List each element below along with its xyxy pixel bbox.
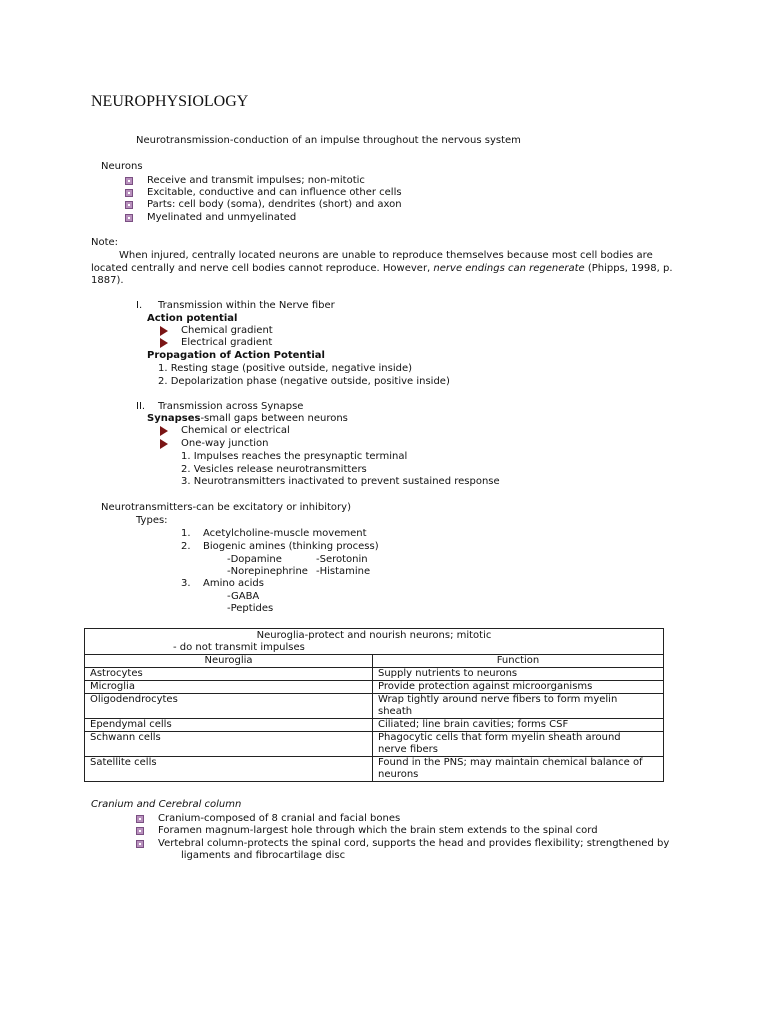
note-label: Note:: [91, 237, 119, 248]
cranium-bullet: Vertebral column-protects the spinal cord, supports the head and provides flexibility; strengthened by: [158, 838, 670, 849]
amino-item: -Peptides: [227, 603, 274, 614]
table-row: [85, 694, 664, 719]
list-item: Acetylcholine-muscle movement: [203, 528, 367, 539]
section-numeral: I.: [136, 300, 143, 311]
neurons-heading: Neurons: [101, 161, 143, 172]
list-number: 2.: [181, 541, 191, 552]
page-title: NEUROPHYSIOLOGY: [91, 93, 249, 110]
synapse-bullet: One-way junction: [181, 438, 269, 449]
cell-type: Microglia: [85, 681, 373, 694]
cranium-continuation: ligaments and fibrocartilage disc: [181, 850, 346, 861]
arrow-bullet-icon: [160, 439, 168, 449]
note-line: When injured, centrally located neurons are unable to reproduce themselves because most cell bodies are: [119, 250, 653, 261]
note-text: located centrally and nerve cell bodies cannot reproduce. However,: [91, 263, 434, 274]
square-bullet-icon: [125, 177, 133, 185]
cell-function: [373, 732, 664, 757]
cell-function: Ciliated; line brain cavities; forms CSF: [373, 719, 664, 732]
note-line: [91, 263, 673, 275]
amine-item: -Norepinephrine: [227, 566, 308, 577]
numbered-step: 1. Impulses reaches the presynaptic terminal: [181, 451, 408, 462]
list-number: 3.: [181, 578, 191, 589]
list-item: Biogenic amines (thinking process): [203, 541, 379, 552]
table-header-row: [85, 629, 664, 655]
neurotransmitters-heading: Neurotransmitters-can be excitatory or inhibitory): [101, 502, 351, 513]
table-caption-cell: [85, 629, 664, 655]
synapses-line: [147, 413, 348, 425]
cell-type: Ependymal cells: [85, 719, 373, 732]
function-line: neurons: [378, 769, 419, 780]
cell-function: [373, 694, 664, 719]
arrow-bullet-icon: [160, 426, 168, 436]
column-header: Function: [373, 655, 664, 668]
function-line: Found in the PNS; may maintain chemical balance of: [378, 757, 643, 768]
ap-bullet: Chemical gradient: [181, 325, 273, 336]
function-line: nerve fibers: [378, 744, 438, 755]
cell-type: Schwann cells: [85, 732, 373, 757]
cranium-bullet: Foramen magnum-largest hole through which the brain stem extends to the spinal cord: [158, 825, 598, 836]
note-emphasis: nerve endings can regenerate: [433, 263, 585, 274]
section-heading: Transmission across Synapse: [158, 401, 304, 412]
intro-text: Neurotransmission-conduction of an impulse throughout the nervous system: [136, 135, 521, 146]
neurons-bullet: Myelinated and unmyelinated: [147, 212, 297, 223]
neuroglia-table: [84, 628, 664, 782]
square-bullet-icon: [125, 214, 133, 222]
amine-item: -Histamine: [316, 566, 371, 577]
arrow-bullet-icon: [160, 326, 168, 336]
table-row: [85, 732, 664, 757]
neurons-bullet: Parts: cell body (soma), dendrites (short) and axon: [147, 199, 402, 210]
arrow-bullet-icon: [160, 338, 168, 348]
numbered-step: 2. Vesicles release neurotransmitters: [181, 464, 367, 475]
table-caption-note: - do not transmit impulses: [173, 642, 305, 653]
list-item: Amino acids: [203, 578, 264, 589]
amino-item: -GABA: [227, 591, 260, 602]
table-row: [85, 757, 664, 782]
synapses-definition: -small gaps between neurons: [200, 413, 348, 424]
neurons-bullet: Excitable, conductive and can influence other cells: [147, 187, 402, 198]
table-row: [85, 681, 664, 694]
square-bullet-icon: [136, 827, 144, 835]
numbered-step: 3. Neurotransmitters inactivated to prevent sustained response: [181, 476, 500, 487]
table-column-headers: [85, 655, 664, 668]
section-numeral: II.: [136, 401, 146, 412]
cell-function: [373, 757, 664, 782]
cell-type: Astrocytes: [85, 668, 373, 681]
subheading: Propagation of Action Potential: [147, 350, 325, 361]
square-bullet-icon: [125, 201, 133, 209]
table-row: [85, 719, 664, 732]
cell-function: Provide protection against microorganisms: [373, 681, 664, 694]
neurons-bullet: Receive and transmit impulses; non-mitotic: [147, 175, 365, 186]
section-heading: Transmission within the Nerve fiber: [158, 300, 335, 311]
list-number: 1.: [181, 528, 191, 539]
note-citation: (Phipps, 1998, p.: [584, 263, 673, 274]
amine-item: -Serotonin: [316, 554, 368, 565]
table-row: [85, 668, 664, 681]
square-bullet-icon: [125, 189, 133, 197]
numbered-step: 1. Resting stage (positive outside, negative inside): [158, 363, 413, 374]
cell-type: Oligodendrocytes: [85, 694, 373, 719]
ap-bullet: Electrical gradient: [181, 337, 273, 348]
cranium-bullet: Cranium-composed of 8 cranial and facial bones: [158, 813, 401, 824]
types-label: Types:: [136, 515, 168, 526]
note-line: 1887).: [91, 275, 124, 286]
function-line: Phagocytic cells that form myelin sheath around: [378, 732, 621, 743]
amine-item: -Dopamine: [227, 554, 282, 565]
function-line: Wrap tightly around nerve fibers to form myelin: [378, 694, 618, 705]
column-header: Neuroglia: [85, 655, 373, 668]
synapse-bullet: Chemical or electrical: [181, 425, 290, 436]
cell-type: Satellite cells: [85, 757, 373, 782]
table-caption: Neuroglia-protect and nourish neurons; mitotic: [256, 630, 492, 641]
cranium-heading: Cranium and Cerebral column: [91, 799, 242, 810]
subheading: Action potential: [147, 313, 238, 324]
function-line: sheath: [378, 706, 413, 717]
numbered-step: 2. Depolarization phase (negative outside, positive inside): [158, 376, 450, 387]
synapses-term: Synapses: [147, 413, 201, 424]
cell-function: Supply nutrients to neurons: [373, 668, 664, 681]
square-bullet-icon: [136, 840, 144, 848]
square-bullet-icon: [136, 815, 144, 823]
